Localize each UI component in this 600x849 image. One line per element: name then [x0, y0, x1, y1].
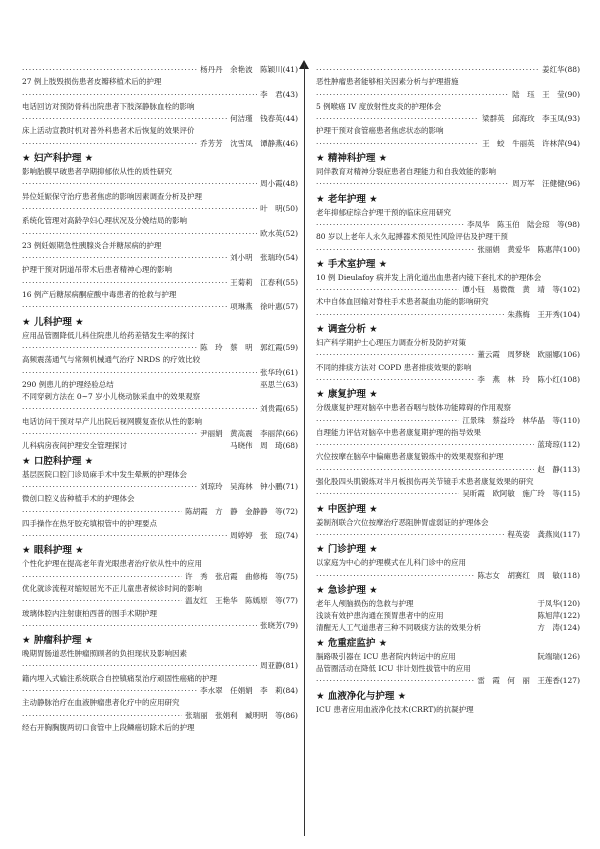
dot-leader: [22, 710, 182, 722]
entry-row: [22, 440, 298, 452]
dot-leader: [22, 203, 257, 215]
entry-title: 经右开胸胸腹两切口食管中上段鳞癌切除术后的护理: [22, 722, 195, 732]
entry-author: 周万军 汪健健(96): [512, 179, 580, 189]
dot-leader: [22, 595, 182, 607]
entry-title: 基层医院口腔门诊局麻手术中发生晕厥的护理体会: [22, 469, 187, 479]
entry-author: 温友红 王艳华 陈嫣原 等(77): [185, 596, 298, 606]
entry-author-line: [316, 415, 580, 427]
dot-leader: [316, 309, 504, 321]
section-heading: ★ 肿瘤科护理 ★: [22, 635, 94, 647]
entry-author-line: [22, 660, 298, 672]
entry-author-line: [22, 428, 298, 440]
entry-author: 项琳燕 徐叶惠(57): [230, 302, 298, 312]
entry-author: 张华玲(61): [260, 367, 298, 377]
section-heading: ★ 手术室护理 ★: [316, 258, 388, 270]
entry-title: 高频震荡通气与常频机械通气治疗 NRDS 的疗效比较: [22, 355, 201, 365]
dot-leader: [22, 138, 197, 150]
entry-title: 膈路吸引器在 ICU 患者院内转运中的应用: [316, 651, 456, 661]
entry-author-line: [22, 113, 298, 125]
entry-author: 雷 霞 何 丽 王莲香(127): [477, 676, 580, 686]
dot-leader: [316, 529, 504, 541]
entry-row: [316, 610, 580, 622]
entry-author-line: [22, 342, 298, 354]
dot-leader: [22, 113, 227, 125]
entry-author: 周亚静(81): [260, 661, 298, 671]
entry-author-line: [316, 113, 580, 125]
entry-author-line: [22, 530, 298, 542]
dot-leader: [316, 219, 464, 231]
entry-author: 叶 明(50): [260, 203, 298, 213]
entry-author-line: [22, 481, 298, 493]
entry-author: 王菊莉 江春利(55): [230, 277, 298, 287]
entry-author-line: [316, 309, 580, 321]
entry-row: [316, 622, 580, 634]
entry-author: 欧水英(52): [260, 228, 298, 238]
entry-author: 于凤华(120): [537, 598, 580, 608]
entry-title: 浅谈有效护患沟通在预胃患者中的应用: [316, 611, 444, 621]
entry-title: 影响胎膜早破患者孕期抑郁依从性的质性研究: [22, 167, 172, 177]
dot-leader: [316, 178, 509, 190]
dot-leader: [22, 530, 227, 542]
entry-author: 马晓伟 周 琦(68): [230, 441, 298, 451]
entry-title: 电话访问干预对早产儿出院后视网膜复查依从性的影响: [22, 416, 202, 426]
dot-leader: [316, 64, 539, 76]
entry-title: 应用品管圈降低儿科住院患儿给药差错发生率的探讨: [22, 330, 195, 340]
entry-title: 290 例患儿的护理经验总结: [22, 379, 114, 389]
entry-author: 陈 玲 蔡 明 郭红霞(59): [200, 342, 298, 352]
entry-title: 分级康复护理对脑卒中患者吞咽与肢体功能障碍的作用观察: [316, 403, 511, 413]
entry-title: 27 例上肢毁损伤患者皮瓣移植术后的护理: [22, 77, 162, 87]
section-heading: ★ 康复护理 ★: [316, 389, 378, 401]
dot-leader: [22, 89, 257, 101]
entry-title: 同伴教育对精神分裂症患者自理能力和自我效能的影响: [316, 167, 496, 177]
dot-leader: [22, 685, 197, 697]
dot-leader: [22, 506, 182, 518]
entry-author-line: [22, 252, 298, 264]
entry-author: 巫思兰(63): [260, 379, 298, 389]
entry-author-line: [316, 374, 580, 386]
entry-author-line: [316, 675, 580, 687]
entry-row: [316, 598, 580, 610]
dot-leader: [316, 488, 459, 500]
entry-title: 不同的排痰方法对 COPD 患者排痰效果的影响: [316, 362, 472, 372]
column-divider: [304, 64, 305, 836]
entry-title: 籍内埋入式输注系统联合自控镇痛泵治疗顽固性癌痛的护理: [22, 673, 217, 683]
dot-leader: [22, 228, 257, 240]
entry-author: 姜红华(88): [542, 65, 580, 74]
entry-author: 李 燕 林 玲 陈小红(108): [477, 374, 580, 384]
section-heading: ★ 老年护理 ★: [316, 193, 378, 205]
entry-author-line: [316, 138, 580, 150]
entry-title: 23 例妊娠期急性胰腺炎合并糖尿病的护理: [22, 240, 162, 250]
entry-author-line: [22, 277, 298, 289]
dot-leader: [22, 178, 257, 190]
entry-title: 品管圈活动在降低 ICU 非计划性拔管中的应用: [316, 663, 471, 673]
dot-leader: [22, 252, 227, 264]
entry-title: 10 例 Dieulafoy 病并发上消化道出血患者内镜下套扎术的护理体会: [316, 272, 542, 282]
dot-leader: [22, 571, 182, 583]
dot-leader: [22, 367, 257, 379]
entry-author: 阮端瑞(126): [537, 651, 580, 661]
entry-author-line: [22, 138, 298, 150]
entry-author-line: [22, 571, 298, 583]
dot-leader: [22, 342, 197, 354]
section-heading: ★ 精神科护理 ★: [316, 153, 388, 165]
entry-author-line: [22, 685, 298, 697]
section-heading: ★ 口腔科护理 ★: [22, 455, 94, 467]
entry-title: 床上活动宣教时机对普外科患者术后恢复的效果评价: [22, 126, 195, 136]
entry-author: 陆 珏 王 莹(90): [512, 89, 580, 99]
section-heading: ★ 调查分析 ★: [316, 324, 378, 336]
entry-author: 吴昕霞 欧阿敏 施广玲 等(115): [462, 489, 580, 499]
entry-author: 刘贵霞(65): [260, 404, 298, 414]
entry-title: 系统化管理对高龄孕妇心理状况及分娩结局的影响: [22, 216, 187, 226]
entry-author: 赵 静(113): [537, 464, 580, 474]
entry-author-line: [22, 228, 298, 240]
entry-author-line: [316, 464, 580, 476]
entry-row: [316, 651, 580, 663]
entry-author-line: [22, 710, 298, 722]
entry-author-line: [22, 595, 298, 607]
dot-leader: [316, 284, 459, 296]
dot-leader: [316, 675, 474, 687]
dot-leader: [22, 301, 227, 313]
entry-author: 杨丹丹 余艳波 陈颖川(41): [200, 65, 298, 74]
dot-leader: [22, 620, 257, 632]
dot-leader: [22, 64, 197, 76]
entry-author: 刘小明 张瑞玲(54): [230, 253, 298, 263]
entry-author: 刘琼玲 吴海林 钟小鹏(71): [200, 481, 298, 491]
entry-title: 主动静脉治疗在血液肿瘤患者化疗中的应用研究: [22, 698, 180, 708]
entry-title: 护理干预对食管癌患者焦虑状态的影响: [316, 126, 444, 136]
entry-title: 术中自体血回输对脊柱手术患者凝血功能的影响研究: [316, 297, 489, 307]
entry-author: 李凤华 陈玉伯 陆会琼 等(98): [467, 219, 580, 229]
entry-title: 护理干预对阴道吊带术后患者精神心理的影响: [22, 265, 172, 275]
entry-title: 老年抑郁症综合护理干预的临床应用研究: [316, 207, 451, 217]
entry-author-line: [316, 284, 580, 296]
entry-author-line: [316, 64, 580, 76]
section-heading: ★ 急诊护理 ★: [316, 584, 378, 596]
dot-leader: [316, 439, 534, 451]
entry-author-line: [316, 89, 580, 101]
entry-author: 何洁瑾 钱春英(44): [230, 114, 298, 124]
entry-author-line: [22, 620, 298, 632]
entry-title: 自理能力评估对脑卒中患者康复期护理的指导效果: [316, 427, 481, 437]
entry-author: 陈志女 胡赛红 周 敏(118): [477, 570, 580, 580]
section-heading: ★ 妇产科护理 ★: [22, 153, 94, 165]
entry-title: 清醒无人工气道患者三种不同吸痰方法的效果分析: [316, 623, 481, 633]
entry-author: 谭小钰 易微微 黄 靖 等(102): [462, 285, 580, 295]
entry-author-line: [22, 89, 298, 101]
entry-title: 异位妊娠保守治疗患者焦虑的影响因素调查分析及护理: [22, 191, 202, 201]
dot-leader: [22, 277, 227, 289]
entry-author: 周小霞(48): [260, 179, 298, 189]
dot-leader: [316, 244, 474, 256]
entry-title: 80 岁以上老年人永久起搏器术预见性风险评估及护理干预: [316, 232, 508, 242]
entry-title: 个性化护理在提高老年青光眼患者治疗依从性中的应用: [22, 559, 202, 569]
entry-author-line: [316, 529, 580, 541]
entry-author: 李水翠 任娟娟 李 莉(84): [200, 686, 298, 696]
section-heading: ★ 中医护理 ★: [316, 503, 378, 515]
entry-title: 妇产科学期护士心理压力调查分析及防护对策: [316, 338, 466, 348]
dot-leader: [316, 89, 509, 101]
entry-title: 四手操作在热牙胶充填根管中的护理要点: [22, 518, 157, 528]
entry-author: 蓝琦琼(112): [537, 440, 580, 450]
dot-leader: [22, 481, 197, 493]
entry-author: 张晓芳(79): [260, 620, 298, 630]
entry-author-line: [22, 64, 298, 76]
dot-leader: [22, 428, 197, 440]
entry-author: 张瑞丽 张娟利 臧明明 等(86): [185, 710, 298, 720]
entry-author-line: [316, 244, 580, 256]
dot-leader: [316, 570, 474, 582]
entry-title: 微创口腔义齿种植手术的护理体会: [22, 494, 135, 504]
entry-author: 陈胡霞 方 静 金静静 等(72): [185, 506, 298, 516]
section-heading: ★ 眼科护理 ★: [22, 545, 84, 557]
entry-row: [22, 379, 298, 391]
entry-author-line: [316, 178, 580, 190]
entry-title: 老年人颅脑损伤的急救与护理: [316, 598, 414, 608]
entry-title: 穴位按摩在脑卒中偏瘫患者康复锻炼中的效果观察和护理: [316, 452, 504, 462]
section-heading: ★ 血液净化与护理 ★: [316, 690, 407, 702]
dot-leader: [316, 374, 474, 386]
dot-leader: [316, 138, 479, 150]
toc-right-column: [316, 64, 580, 716]
entry-author-line: [316, 349, 580, 361]
dot-leader: [316, 415, 459, 427]
dot-leader: [22, 660, 257, 672]
entry-author: 梁群英 邱海玫 李玉凤(93): [482, 114, 580, 124]
entry-title: 恶性肿瘤患者能够相关因素分析与护理措施: [316, 77, 459, 87]
entry-title: 姜制剂联合穴位按摩治疗恶阻肿胃虚弱证的护理体会: [316, 517, 489, 527]
entry-author-line: [22, 301, 298, 313]
toc-left-column: [22, 64, 298, 734]
entry-title: 16 例产后糖尿病酮症酸中毒患者的抢救与护理: [22, 290, 177, 300]
entry-author-line: [22, 367, 298, 379]
entry-author: 江景珠 蔡益玲 林华晶 等(110): [462, 415, 580, 425]
entry-author-line: [22, 403, 298, 415]
entry-author: 李 君(43): [260, 89, 298, 99]
entry-author-line: [22, 506, 298, 518]
entry-author-line: [316, 488, 580, 500]
entry-title: 以家庭为中心的护理模式在儿科门诊中的应用: [316, 558, 466, 568]
entry-author: 董云霞 周梦晓 欧丽娜(106): [477, 350, 580, 360]
entry-title: 电话回访对预防骨科出院患者下肢深静脉血栓的影响: [22, 101, 195, 111]
entry-author: 张丽娟 黄爱华 陈惠萍(100): [477, 244, 580, 254]
entry-author: 许 秀 张启霞 曲修梅 等(75): [185, 571, 298, 581]
entry-author: 尹丽娟 黄高震 李丽萍(66): [200, 429, 298, 439]
entry-title: ICU 患者应用血液净化技术(CRRT)的抗凝护理: [316, 704, 474, 714]
dot-leader: [316, 464, 534, 476]
entry-author: 程英姿 龚燕岚(117): [507, 529, 580, 539]
section-heading: ★ 危重症监护 ★: [316, 637, 388, 649]
entry-title: 晚期胃肠道恶性肿瘤照顾者的负担现状及影响因素: [22, 649, 187, 659]
entry-author: 乔芳芳 沈雪凤 谭静燕(46): [200, 138, 298, 148]
dot-leader: [316, 113, 479, 125]
entry-author: 朱燕梅 王开秀(104): [507, 309, 580, 319]
entry-author-line: [316, 439, 580, 451]
entry-author: 方 涛(124): [537, 623, 580, 633]
entry-author-line: [22, 203, 298, 215]
entry-title: 优化就诊流程对缩短屈光不正儿童患者候诊时间的影响: [22, 583, 202, 593]
entry-author: 陈旭萍(122): [537, 611, 580, 621]
entry-title: 玻璃体腔内注射康柏西普的围手术期护理: [22, 608, 157, 618]
entry-title: 5 例喉癌 IV 度放射性皮炎的护理体会: [316, 101, 442, 111]
section-heading: ★ 儿科护理 ★: [22, 316, 84, 328]
entry-title: 不同穿刺方法在 0~7 岁小儿桡动脉采血中的效果观察: [22, 392, 201, 402]
entry-author: 王 蛟 牛丽英 许林萍(94): [482, 138, 580, 148]
entry-title: 儿科病房夜间护理安全管理探讨: [22, 441, 127, 451]
entry-author-line: [316, 219, 580, 231]
entry-author: 周婷婷 张 琼(74): [230, 531, 298, 541]
entry-author-line: [22, 178, 298, 190]
dot-leader: [316, 349, 474, 361]
entry-title: 强化股四头肌锻炼对半月板损伤再关节镜手术患者康复效果的研究: [316, 477, 534, 487]
section-heading: ★ 门诊护理 ★: [316, 544, 378, 556]
dot-leader: [22, 403, 257, 415]
entry-author-line: [316, 570, 580, 582]
